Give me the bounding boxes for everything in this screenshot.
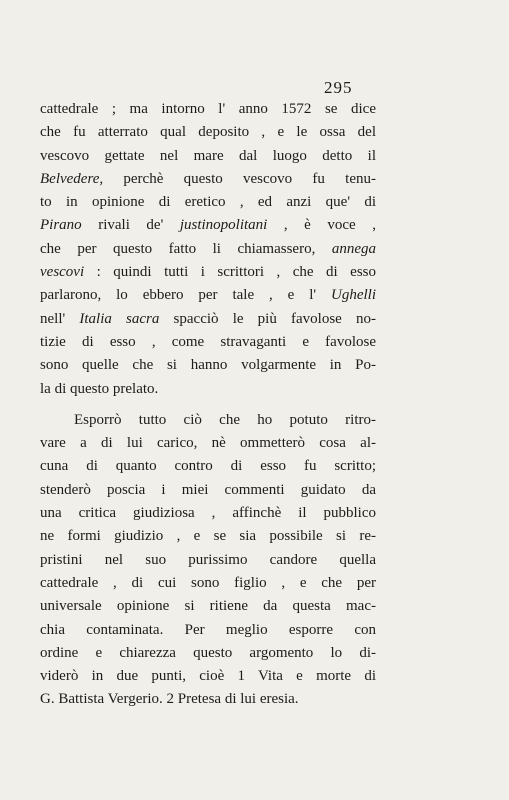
text-run: che fu atterrato qual deposito , e le ossa del: [40, 124, 376, 141]
italic-text: Belvedere: [40, 170, 100, 187]
text-line: [40, 331, 376, 354]
text-line: [40, 238, 376, 261]
text-line: [40, 549, 376, 572]
text-line: [40, 688, 376, 711]
text-run: una critica giudiziosa , affinchè il pubblico: [40, 505, 376, 522]
text-line: [40, 432, 376, 455]
text-run: chia contaminata. Per meglio esporre con: [40, 621, 376, 638]
italic-text: Pirano: [40, 217, 82, 234]
text-run: cattedrale , di cui sono figlio , e che per: [40, 574, 376, 591]
italic-text: annega: [331, 240, 376, 257]
text-line: [40, 261, 376, 284]
text-run: universale opinione si ritiene da questa mac-: [40, 598, 376, 615]
text-run: , è voce ,: [267, 217, 376, 234]
text-line: [40, 619, 376, 642]
italic-text: Italia sacra: [79, 310, 160, 327]
text-line: [40, 121, 376, 144]
text-line: [40, 595, 376, 618]
text-line: [40, 284, 376, 307]
text-line: [40, 308, 376, 331]
text-run: sono quelle che si hanno volgarmente in Po-: [40, 357, 376, 374]
text-line: [40, 145, 376, 168]
text-run: to in opinione di eretico , ed anzi que' di: [40, 194, 376, 211]
italic-text: justinopolitani: [179, 217, 268, 234]
text-line: [40, 479, 376, 502]
text-line: [40, 98, 376, 121]
text-run: cattedrale ; ma intorno l' anno 1572 se dice: [40, 101, 376, 117]
text-run: spacciò le più favolose no-: [159, 310, 376, 327]
italic-text: Ughelli: [331, 287, 376, 304]
italic-text: vescovi: [40, 264, 85, 281]
text-line: [40, 378, 376, 401]
text-line: [40, 665, 376, 688]
text-run: la di questo prelato.: [40, 380, 159, 397]
text-run: parlarono, lo ebbero per tale , e l': [40, 287, 331, 304]
text-run: ne formi giudizio , e se sia possibile si re-: [40, 528, 376, 545]
text-line: [40, 455, 376, 478]
paragraph: [40, 98, 376, 401]
text-run: ordine e chiarezza questo argomento lo di-: [40, 644, 376, 661]
text-run: viderò in due punti, cioè 1 Vita e morte di: [40, 668, 376, 685]
text-run: tizie di esso , come stravaganti e favolose: [40, 333, 376, 350]
text-run: vare a di lui carico, nè ommetterò cosa al-: [40, 435, 376, 452]
page-number: 295: [324, 78, 353, 97]
text-run: G. Battista Vergerio. 2 Pretesa di lui eresia.: [40, 691, 299, 708]
text-line: [40, 214, 376, 237]
text-line: [40, 642, 376, 665]
text-line: [40, 354, 376, 377]
text-line: [40, 168, 376, 191]
text-run: nell': [40, 310, 80, 327]
text-run: pristini nel suo purissimo candore quella: [40, 551, 376, 568]
text-run: rivali de': [81, 217, 180, 234]
text-line: [40, 502, 376, 525]
text-run: , perchè questo vescovo fu tenu-: [99, 170, 376, 187]
paragraph-gap: [40, 401, 376, 409]
text-line: [40, 191, 376, 214]
body-text: [40, 98, 376, 712]
paragraph: [40, 409, 376, 712]
text-run: Esporrò tutto ciò che ho potuto ritro-: [74, 411, 376, 428]
text-line: [40, 409, 376, 432]
text-run: che per questo fatto li chiamassero,: [40, 240, 332, 257]
text-line: [40, 525, 376, 548]
text-run: vescovo gettate nel mare dal luogo detto il: [40, 147, 376, 164]
text-line: [40, 572, 376, 595]
text-run: : quindi tutti i scrittori , che di esso: [84, 264, 376, 281]
text-run: stenderò poscia i miei commenti guidato da: [40, 481, 376, 498]
text-run: cuna di quanto contro di esso fu scritto;: [40, 458, 376, 475]
